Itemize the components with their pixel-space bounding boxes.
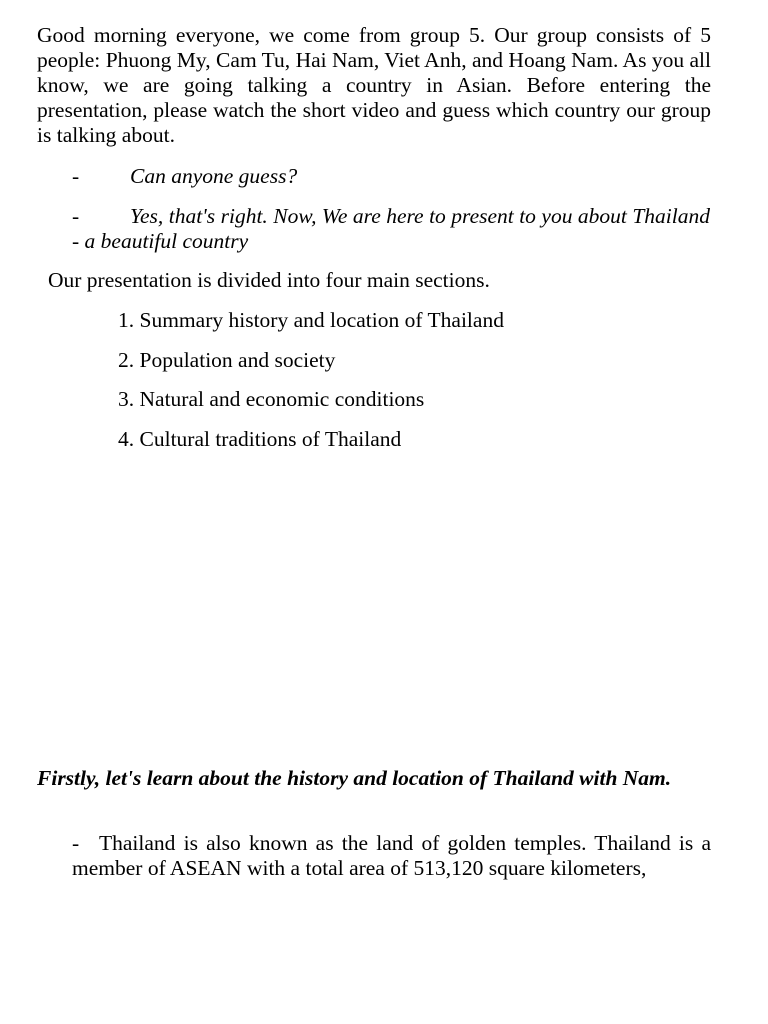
sections-intro: Our presentation is divided into four main sections. <box>48 268 490 292</box>
list-item: 2. Population and society <box>118 347 336 372</box>
dash-marker: - <box>72 831 80 855</box>
dialogue-text: Yes, that's right. Now, We are here to present to you about Thailand - a beautiful country <box>72 204 710 253</box>
sections-list <box>118 308 504 467</box>
dash-marker: - <box>72 164 80 188</box>
section-heading: Firstly, let's learn about the history and location of Thailand with Nam. <box>37 766 672 790</box>
intro-paragraph: Good morning everyone, we come from group 5. Our group consists of 5 people: Phuong My, Cam Tu, Hai Nam, Viet Anh, and Hoang Nam. As you all know, we are going talking a country in Asian. Before entering the presentation, please watch the short video and guess which country our group is talking about. <box>37 23 711 147</box>
list-item: 4. Cultural traditions of Thailand <box>118 427 402 452</box>
history-bullet <box>72 831 711 881</box>
dialogue-text: Can anyone guess? <box>130 164 298 188</box>
list-item: 3. Natural and economic conditions <box>118 387 425 412</box>
history-bullet-text: Thailand is also known as the land of golden temples. Thailand is a member of ASEAN with a total area of 513,120 square kilometers, <box>72 831 711 880</box>
list-item: 1. Summary history and location of Thailand <box>118 308 504 332</box>
dialogue-line-answer <box>72 204 710 254</box>
dash-marker: - <box>72 204 80 228</box>
dialogue-line-question <box>72 164 710 189</box>
